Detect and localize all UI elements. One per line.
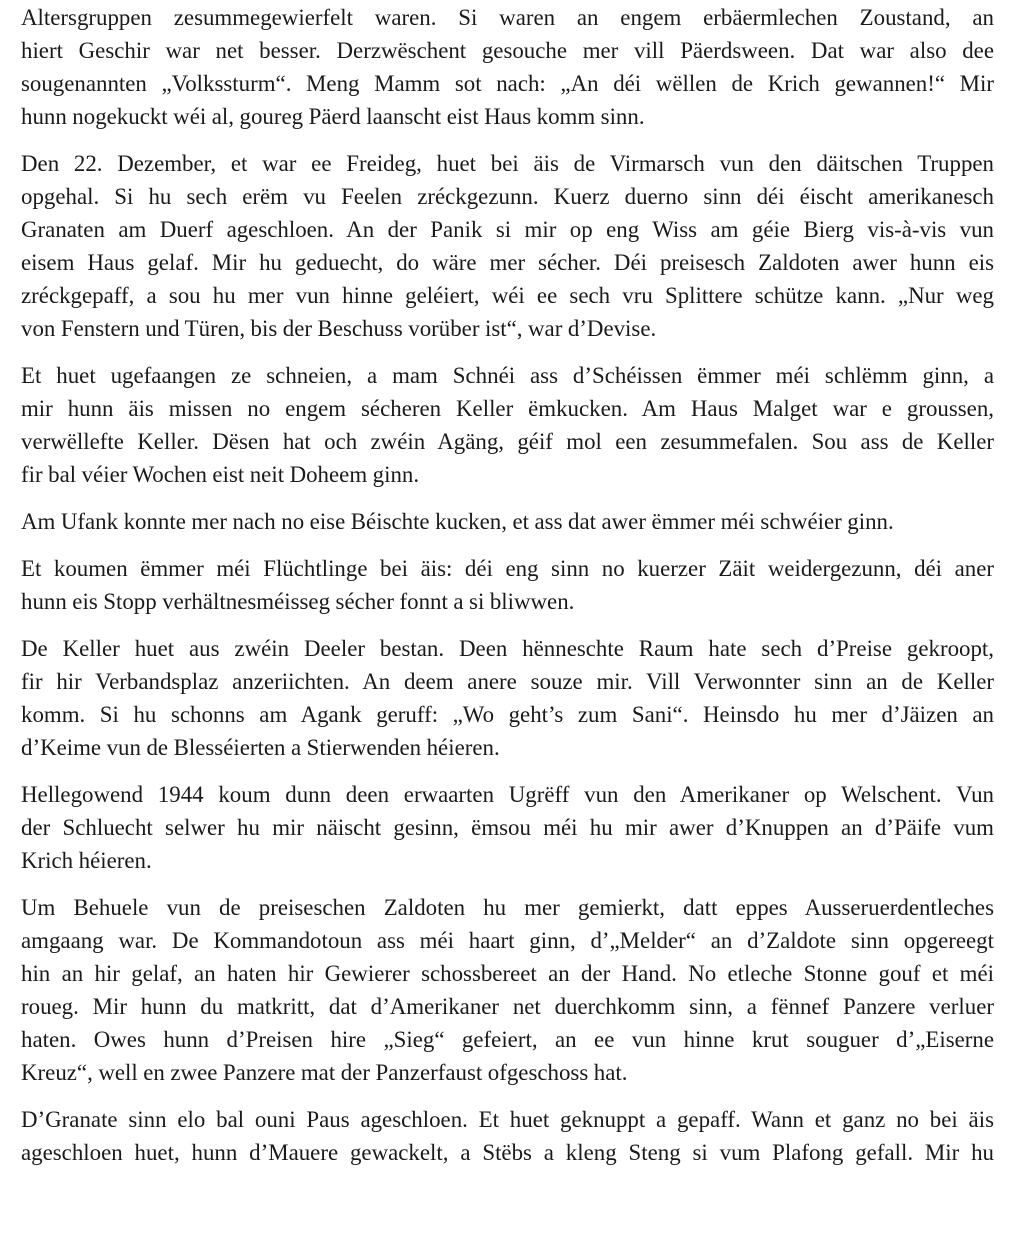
text-line: hunn eis Stopp verhältnesméisseg sécher fonnt a si bliwwen. (21, 589, 575, 614)
text-line: sougenannten „Volkssturm“. Meng Mamm sot nach: „An déi wëllen de Krich gewannen!“ Mir (21, 71, 994, 96)
text-line: D’Granate sinn elo bal ouni Paus ageschloen. Et huet geknuppt a gepaff. Wann et ganz no bei äis (21, 1107, 994, 1132)
paragraph-4 (21, 505, 994, 538)
text-line: ageschloen huet, hunn d’Mauere gewackelt, a Stëbs a kleng Steng si vum Plafong gefall. Mir hu (21, 1140, 994, 1165)
paragraph-8 (21, 891, 994, 1089)
paragraph-9 (21, 1103, 994, 1169)
text-line: d’Keime vun de Blesséierten a Stierwenden héieren. (21, 735, 500, 760)
text-line: verwëllefte Keller. Dësen hat och zwéin Agäng, géif mol een zesummefalen. Sou ass de Keller (21, 429, 994, 454)
text-line: Den 22. Dezember, et war ee Freideg, huet bei äis de Virmarsch vun den däitschen Truppen (21, 151, 994, 176)
paragraph-3 (21, 359, 994, 491)
text-line: zréckgepaff, a sou hu mer vun hinne geléiert, wéi ee sech vru Splittere schütze kann. „Nur weg (21, 283, 994, 308)
paragraph-7 (21, 778, 994, 877)
text-line: opgehal. Si hu sech erëm vu Feelen zréckgezunn. Kuerz duerno sinn déi éischt amerikanesch (21, 184, 994, 209)
text-line: Et koumen ëmmer méi Flüchtlinge bei äis: déi eng sinn no kuerzer Zäit weidergezunn, déi aner (21, 556, 994, 581)
text-line: hunn nogekuckt wéi al, goureg Päerd laanscht eist Haus komm sinn. (21, 104, 645, 129)
text-line: haten. Owes hunn d’Preisen hire „Sieg“ gefeiert, an ee vun hinne krut souguer d’„Eiserne (21, 1027, 994, 1052)
paragraph-1 (21, 1, 994, 133)
text-line: Krich héieren. (21, 848, 152, 873)
text-line: roueg. Mir hunn du matkritt, dat d’Amerikaner net duerchkomm sinn, a fënnef Panzere verluer (21, 994, 994, 1019)
paragraph-5 (21, 552, 994, 618)
text-line: Granaten am Duerf ageschloen. An der Panik si mir op eng Wiss am géie Bierg vis-à-vis vun (21, 217, 994, 242)
paragraph-2 (21, 147, 994, 345)
text-line: fir hir Verbandsplaz anzeriichten. An deem anere souze mir. Vill Verwonnter sinn an de Keller (21, 669, 994, 694)
text-line: eisem Haus gelaf. Mir hu geduecht, do wäre mer sécher. Déi preisesch Zaldoten awer hunn eis (21, 250, 994, 275)
text-line: Et huet ugefaangen ze schneien, a mam Schnéi ass d’Schéissen ëmmer méi schlëmm ginn, a (21, 363, 994, 388)
text-line: Kreuz“, well en zwee Panzere mat der Panzerfaust ofgeschoss hat. (21, 1060, 628, 1085)
text-line: De Keller huet aus zwéin Deeler bestan. Deen hënneschte Raum hate sech d’Preise gekroopt, (21, 636, 994, 661)
text-line: hin an hir gelaf, an haten hir Gewierer schossbereet an der Hand. No etleche Stonne gouf et méi (21, 961, 994, 986)
text-line: Um Behuele vun de preiseschen Zaldoten hu mer gemierkt, datt eppes Ausseruerdentleches (21, 895, 994, 920)
text-line: Altersgruppen zesummegewierfelt waren. Si waren an engem erbäermlechen Zoustand, an (21, 5, 994, 30)
text-line: Hellegowend 1944 koum dunn deen erwaarten Ugrëff vun den Amerikaner op Welschent. Vun (21, 782, 994, 807)
text-line: von Fenstern und Türen, bis der Beschuss vorüber ist“, war d’Devise. (21, 316, 657, 341)
text-line: hiert Geschir war net besser. Derzwëschent gesouche mer vill Päerdsween. Dat war also dee (21, 38, 994, 63)
text-line: mir hunn äis missen no engem sécheren Keller ëmkucken. Am Haus Malget war e groussen, (21, 396, 994, 421)
text-line: fir bal véier Wochen eist neit Doheem ginn. (21, 462, 420, 487)
paragraph-6 (21, 632, 994, 764)
text-line: der Schluecht selwer hu mir näischt gesinn, ëmsou méi hu mir awer d’Knuppen an d’Päife vum (21, 815, 994, 840)
document-page (21, 0, 994, 1183)
text-line: komm. Si hu schonns am Agank geruff: „Wo geht’s zum Sani“. Heinsdo hu mer d’Jäizen an (21, 702, 994, 727)
text-line: Am Ufank konnte mer nach no eise Béischte kucken, et ass dat awer ëmmer méi schwéier ginn. (21, 509, 894, 534)
text-line: amgaang war. De Kommandotoun ass méi haart ginn, d’„Melder“ an d’Zaldote sinn opgereegt (21, 928, 994, 953)
